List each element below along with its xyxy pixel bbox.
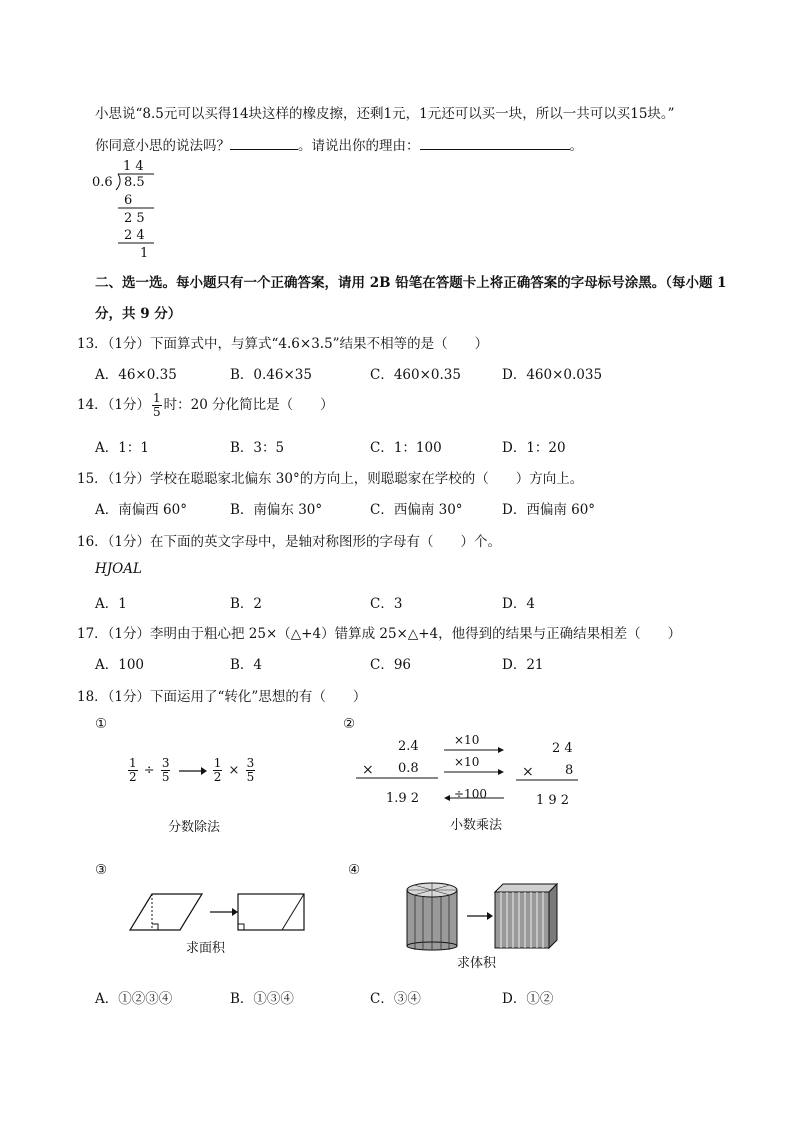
- q12-end: 。: [569, 138, 583, 154]
- fig2-arrow2-head: [498, 769, 504, 775]
- fig2-decimal-multiplication: [350, 730, 590, 810]
- fig2-arrow3-head: [444, 795, 450, 801]
- q14-stem: [77, 392, 334, 419]
- q17-option-d[interactable]: D．21: [502, 657, 544, 673]
- fig2-a2: 0.8: [398, 761, 419, 776]
- fig4-cylinder-to-cuboid: [405, 880, 565, 950]
- fig1-f2-den: 5: [161, 770, 170, 784]
- fig1-f3-num: 1: [213, 756, 222, 770]
- q18-option-c[interactable]: C．③④: [370, 991, 421, 1007]
- fig1-f3-den: 2: [213, 770, 222, 784]
- division-dividend: 8.5: [124, 175, 145, 190]
- q15-option-c[interactable]: C．西偏南 30°: [370, 502, 463, 518]
- q14-option-b[interactable]: B．3：5: [230, 440, 285, 456]
- q12-ask-line: [95, 134, 583, 154]
- q16-option-b[interactable]: B．2: [230, 596, 263, 612]
- fig2-marker: ②: [343, 716, 356, 732]
- fig1-caption: 分数除法: [168, 820, 221, 835]
- fig2-caption: 小数乘法: [450, 818, 503, 833]
- fig2-r1: 1.9 2: [386, 791, 420, 806]
- q16-letters: HJOAL: [95, 561, 142, 577]
- q18-option-d[interactable]: D．①②: [502, 991, 554, 1007]
- fig3-marker: ③: [95, 862, 108, 878]
- fig1-f2-num: 3: [161, 756, 170, 770]
- division-divisor: 0.6: [92, 175, 113, 190]
- fig1-marker: ①: [95, 716, 108, 732]
- q14-option-d[interactable]: D．1：20: [502, 440, 566, 456]
- q12-reason-blank[interactable]: [420, 137, 570, 150]
- q15-option-b[interactable]: B．南偏东 30°: [230, 502, 323, 518]
- fig2-arrow3-label: ÷100: [454, 787, 487, 801]
- q13-option-a[interactable]: A．46×0.35: [95, 367, 177, 383]
- fig2-a1: 2.4: [398, 739, 419, 754]
- q17-option-b[interactable]: B．4: [230, 657, 263, 673]
- division-step2: 2 5: [124, 211, 145, 226]
- q14-prefix: 14．（1分）: [77, 397, 151, 413]
- q13-option-c[interactable]: C．460×0.35: [370, 367, 461, 383]
- q17-option-c[interactable]: C．96: [370, 657, 412, 673]
- fig1-f4-num: 3: [246, 756, 255, 770]
- q15-option-a[interactable]: A．南偏西 60°: [95, 502, 187, 518]
- q16-option-a[interactable]: A．1: [95, 596, 127, 612]
- division-step1: 6: [124, 193, 133, 208]
- fig2-arrow1-label: ×10: [454, 733, 480, 747]
- fig4-marker: ④: [348, 862, 361, 878]
- fig4-arrow-head: [487, 912, 493, 920]
- right-arrow-icon: [177, 766, 207, 776]
- q13-option-d[interactable]: D．460×0.035: [502, 367, 603, 383]
- q15-stem: 15．（1分）学校在聪聪家北偏东 30°的方向上，则聪聪家在学校的（ ）方向上。: [77, 471, 584, 487]
- fig2-b2: 8: [565, 763, 574, 778]
- fig2-arrow1-head: [498, 747, 504, 753]
- division-step3: 2 4: [124, 228, 145, 243]
- q14-option-a[interactable]: A．1：1: [95, 440, 149, 456]
- fig2-arrow2-label: ×10: [454, 755, 480, 769]
- fig2-times-right: ×: [522, 764, 534, 780]
- fig4-caption: 求体积: [457, 956, 497, 971]
- q13-stem: 13．（1分）下面算式中，与算式“4.6×3.5”结果不相等的是（ ）: [77, 336, 489, 352]
- q14-fraction: [152, 392, 162, 419]
- q18-option-a[interactable]: A．①②③④: [95, 991, 173, 1007]
- q18-stem: 18．（1分）下面运用了“转化”思想的有（ ）: [77, 689, 367, 705]
- fig1-expression: [126, 757, 257, 784]
- fig2-times-left: ×: [362, 762, 374, 778]
- long-division-figure: [90, 155, 180, 265]
- section2-heading-line2: 分，共 9 分）: [95, 306, 182, 322]
- fig1-times-sign: ×: [228, 763, 240, 778]
- q16-option-c[interactable]: C．3: [370, 596, 403, 612]
- fig1-div-sign: ÷: [143, 763, 155, 778]
- fig1-f4-den: 5: [246, 770, 255, 784]
- cuboid-shape: [495, 884, 557, 948]
- section2-heading-line1: 二、选一选。每小题只有一个正确答案，请用 2B 铅笔在答题卡上将正确答案的字母标号涂黑。（每小题 1: [95, 275, 727, 291]
- q16-stem: 16．（1分）在下面的英文字母中，是轴对称图形的字母有（ ）个。: [77, 534, 502, 550]
- q12-ask2: 。请说出你的理由：: [298, 138, 420, 154]
- q14-suffix: 时：20 分化简比是（ ）: [163, 397, 334, 413]
- fig3-caption: 求面积: [186, 941, 226, 956]
- fig1-f1-num: 1: [129, 756, 137, 770]
- q14-frac-den: 5: [153, 405, 161, 419]
- division-quotient: 1 4: [123, 159, 144, 174]
- fig3-arrow-head: [232, 908, 238, 916]
- q12-answer-blank[interactable]: [230, 137, 298, 150]
- fig1-f1-den: 2: [129, 770, 137, 784]
- fig3-parallelogram-to-rectangle: [130, 892, 310, 932]
- q17-option-a[interactable]: A．100: [95, 657, 145, 673]
- q16-option-d[interactable]: D．4: [502, 596, 535, 612]
- rectangle-shape: [238, 894, 304, 930]
- parallelogram-shape: [130, 894, 202, 930]
- q12-ask: 你同意小思的说法吗？: [95, 138, 230, 154]
- q17-stem: 17．（1分）李明由于粗心把 25×（△+4）错算成 25×△+4，他得到的结果与正确结果相差（ ）: [77, 626, 682, 642]
- q18-option-b[interactable]: B．①③④: [230, 991, 294, 1007]
- division-remainder: 1: [140, 246, 149, 261]
- q14-frac-num: 1: [153, 391, 161, 405]
- q15-option-d[interactable]: D．西偏南 60°: [502, 502, 596, 518]
- fig2-b1: 2 4: [552, 741, 573, 756]
- q12-statement: 小思说“8.5元可以买得14块这样的橡皮擦，还剩1元，1元还可以买一块，所以一共可以买15块。”: [95, 106, 675, 122]
- q13-option-b[interactable]: B．0.46×35: [230, 367, 312, 383]
- fig2-r2: 1 9 2: [536, 793, 570, 808]
- q14-option-c[interactable]: C．1：100: [370, 440, 442, 456]
